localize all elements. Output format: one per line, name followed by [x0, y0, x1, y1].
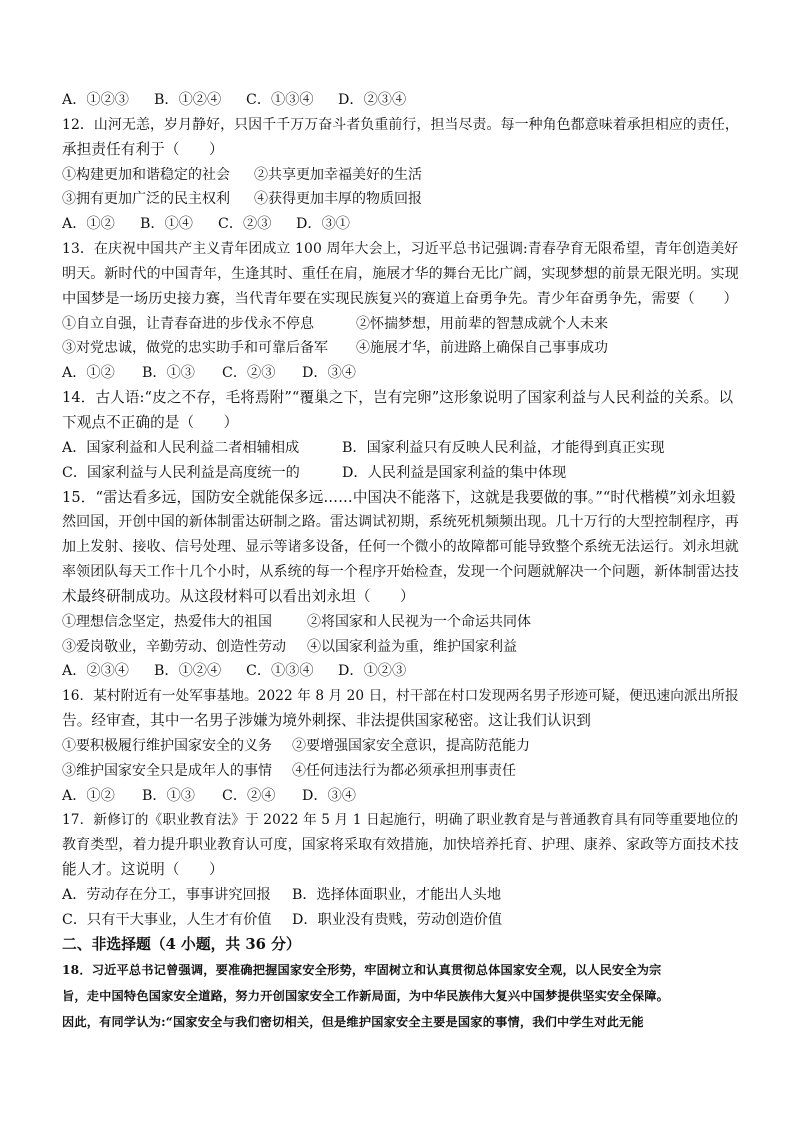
- q14-stem-line2: 下观点不正确的是（ ）: [62, 413, 239, 431]
- q12-items-row2: [62, 187, 742, 212]
- q16-items-row1: [62, 734, 742, 759]
- q13-option-b: B．①③: [142, 365, 195, 382]
- q11-options: [62, 88, 742, 113]
- q15-stem-line2: 然回国，开创中国的新体制雷达研制之路。雷达调试初期，系统死机频频出现。几十万行的大型控制程序，再: [62, 514, 739, 531]
- q16-item-3: ③维护国家安全只是成年人的事情: [62, 762, 272, 779]
- q15-option-c: C．①③④: [246, 663, 314, 680]
- q15-item-4: ④以国家利益为重，维护国家利益: [307, 638, 517, 655]
- q17-option-d: D．职业没有贵贱，劳动创造价值: [292, 911, 503, 928]
- q16-option-d: D．③④: [302, 787, 356, 804]
- q12-options: [62, 212, 742, 237]
- q15-items-row2: [62, 635, 742, 660]
- q16-options: [62, 784, 742, 809]
- q12-option-d: D．③①: [296, 216, 350, 233]
- q15-stem-line5: 术最终研制成功。从这段材料可以看出刘永坦（ ）: [62, 587, 415, 605]
- q15-stem-line1: 15．“雷达看多远，国防安全就能保多远……中国决不能落下，这就是我要做的事。”“时代楷模”刘永坦毅: [62, 488, 736, 506]
- q13-stem-line3: 中国梦是一场历史接力赛，当代青年要在实现民族复兴的赛道上奋勇争先。青少年奋勇争先，需要（ ）: [62, 290, 738, 307]
- exam-page: [62, 88, 742, 1035]
- q15-stem-line4: 率领团队每天工作十几个小时，从系统的每一个程序开始检查，发现一个问题就解决一个问题，新体制雷达技: [62, 564, 739, 581]
- q13-item-4: ④施展才华，前进路上确保自己事事成功: [356, 340, 608, 357]
- q15-option-d: D．①②③: [338, 663, 407, 680]
- q17-option-b: B．选择体面职业，才能出人头地: [292, 887, 502, 903]
- q12-option-c: C．②③: [218, 216, 272, 233]
- q17-options-row1: [62, 883, 742, 908]
- q15-options: [62, 659, 742, 684]
- q15-item-3: ③爱岗敬业，辛勤劳动、创造性劳动: [62, 638, 286, 655]
- q15-stem-line3: 加上发射、接收、信号处理、显示等诸多设备，任何一个微小的故障都可能导致整个系统无法运行。刘永坦就: [62, 539, 739, 556]
- q12-item-1: ①构建更加和谐稳定的社会: [62, 166, 230, 183]
- q13-items-row2: [62, 336, 742, 361]
- q16-item-1: ①要积极履行维护国家安全的义务: [62, 737, 272, 754]
- q14-option-c: C．国家利益与人民利益是高度统一的: [62, 464, 300, 481]
- q14-options-row2: [62, 461, 742, 486]
- q12-item-2: ②共享更加幸福美好的生活: [254, 166, 422, 183]
- q15-item-1: ①理想信念坚定，热爱伟大的祖国: [62, 613, 272, 630]
- q12-stem-line1: 12．山河无恙，岁月静好，只因千千万万奋斗者负重前行，担当尽责。每一种角色都意味着承担相应的责任，: [62, 116, 739, 133]
- section-2-title: 二、非选择题（4 小题，共 36 分）: [62, 935, 301, 953]
- q13-options: [62, 361, 742, 386]
- q12-option-a: A．①②: [62, 216, 115, 233]
- q13-stem-line1: 13．在庆祝中国共产主义青年团成立 100 周年大会上，习近平总书记强调:青春孕育无限希望，青年创造美好: [62, 241, 739, 258]
- q16-option-b: B．①③: [142, 787, 195, 804]
- q18-stem-line3: 因此，有同学认为:“国家安全与我们密切相关，但是维护国家安全主要是国家的事情，我们中学生对此无能: [62, 1014, 644, 1029]
- q16-stem-line1: 16．某村附近有一处军事基地。2022 年 8 月 20 日，村干部在村口发现两名男子形迹可疑，便迅速向派出所报: [62, 688, 739, 705]
- q13-items-row1: [62, 312, 742, 337]
- q13-item-1: ①自立自强，让青春奋进的步伐永不停息: [62, 315, 314, 332]
- q16-stem-line2: 告。经审查，其中一名男子涉嫌为境外刺探、非法提供国家秘密。这让我们认识到: [62, 712, 591, 730]
- q17-option-c: C．只有干大事业，人生才有价值: [62, 911, 272, 928]
- q13-item-2: ②怀揣梦想，用前辈的智慧成就个人未来: [356, 315, 608, 332]
- q12-item-4: ④获得更加丰厚的物质回报: [254, 191, 422, 208]
- q11-option-c: C．①③④: [246, 92, 314, 108]
- q17-stem-line1: 17．新修订的《职业教育法》于 2022 年 5 月 1 日起施行，明确了职业教育是与普通教育具有同等重要地位的: [62, 812, 739, 829]
- q12-option-b: B．①④: [140, 216, 193, 233]
- q18-stem-line2: 旨，走中国特色国家安全道路，努力开创国家安全工作新局面，为中华民族伟大复兴中国梦提供坚实安全保障。: [62, 988, 669, 1003]
- q15-option-a: A．②③④: [62, 663, 129, 680]
- q11-option-b: B．①②④: [154, 92, 222, 108]
- q12-items-row1: [62, 163, 742, 188]
- q14-stem-line1: 14．古人语:“皮之不存，毛将焉附”“覆巢之下，岂有完卵”这形象说明了国家利益与人民利益的关系。以: [62, 389, 734, 407]
- q14-option-d: D．人民利益是国家利益的集中体现: [342, 464, 567, 481]
- q15-item-2: ②将国家和人民视为一个命运共同体: [307, 613, 531, 630]
- q15-option-b: B．①②④: [154, 663, 222, 680]
- q15-items-row1: [62, 610, 742, 635]
- q16-option-a: A．①②: [62, 787, 115, 804]
- q14-option-a: A．国家利益和人民利益二者相辅相成: [62, 439, 300, 456]
- q18-stem: [62, 957, 742, 1035]
- q17-stem-line2: 教育类型，着力提升职业教育认可度，国家将采取有效措施，加快培养托育、护理、康养、家政等方面技术技: [62, 837, 739, 854]
- q13-item-3: ③对党忠诚，做党的忠实助手和可靠后备军: [62, 340, 328, 357]
- q13-option-d: D．③④: [302, 365, 356, 382]
- q11-option-d: D．②③④: [338, 92, 407, 108]
- q13-option-a: A．①②: [62, 365, 115, 382]
- q13-stem-line2: 明天。新时代的中国青年，生逢其时、重任在肩，施展才华的舞台无比广阔，实现梦想的前景无限光明。实现: [62, 265, 739, 282]
- q11-option-a: A．①②③: [62, 92, 129, 108]
- q16-item-2: ②要增强国家安全意识，提高防范能力: [292, 737, 530, 754]
- q14-options-row1: [62, 436, 742, 461]
- q17-stem-line3: 能人才。这说明（ ）: [62, 861, 224, 879]
- q17-options-row2: [62, 908, 742, 933]
- q16-items-row2: [62, 759, 742, 784]
- q16-item-4: ④任何违法行为都必须承担刑事责任: [292, 762, 516, 779]
- q12-stem-line2: 承担责任有利于（ ）: [62, 140, 224, 158]
- q18-stem-line1: 18．习近平总书记曾强调，要准确把握国家安全形势，牢固树立和认真贯彻总体国家安全观，以人民安全为宗: [62, 962, 662, 977]
- q16-option-c: C．②④: [222, 787, 276, 804]
- q17-option-a: A．劳动存在分工，事事讲究回报: [62, 887, 271, 903]
- q14-option-b: B．国家利益只有反映人民利益，才能得到真正实现: [342, 439, 665, 456]
- q13-option-c: C．②③: [222, 365, 276, 382]
- q12-item-3: ③拥有更加广泛的民主权利: [62, 191, 230, 208]
